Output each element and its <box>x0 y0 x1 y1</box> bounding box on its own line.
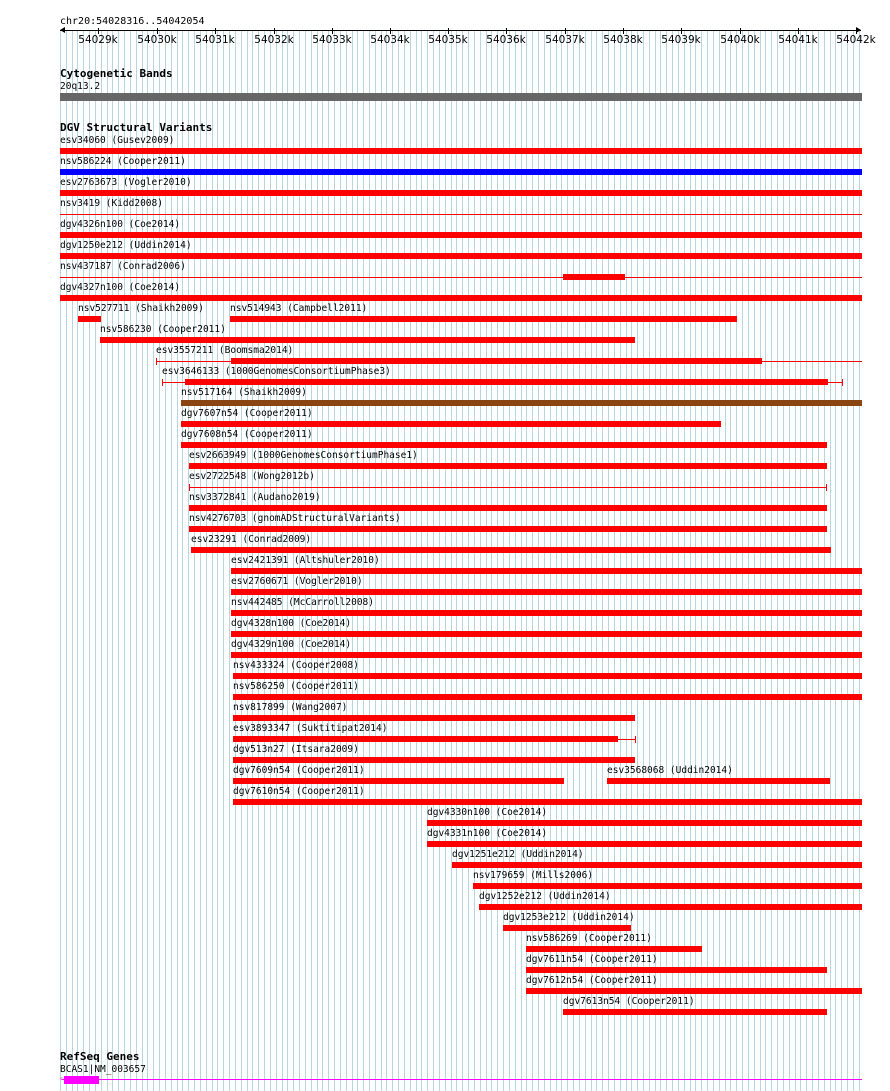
dgv-variant-bar[interactable] <box>189 463 827 469</box>
dgv-variant-label[interactable]: dgv1252e212 (Uddin2014) <box>479 891 611 902</box>
dgv-variant-label[interactable]: nsv3372841 (Audano2019) <box>189 492 321 503</box>
dgv-variant-label[interactable]: dgv4329n100 (Coe2014) <box>231 639 352 650</box>
dgv-variant-span-line[interactable] <box>189 487 826 488</box>
tick-label: 54039k <box>661 34 701 46</box>
dgv-variant-bar[interactable] <box>233 736 618 742</box>
dgv-variant-label[interactable]: esv2760671 (Vogler2010) <box>231 576 363 587</box>
cytoband-label[interactable]: 20q13.2 <box>60 81 101 92</box>
dgv-variant-label[interactable]: nsv4276703 (gnomADStructuralVariants) <box>189 513 401 524</box>
ruler-tick <box>98 28 99 34</box>
dgv-track-title: DGV Structural Variants <box>60 121 213 134</box>
ruler-tick <box>740 28 741 34</box>
dgv-variant-label[interactable]: dgv7607n54 (Cooper2011) <box>181 408 313 419</box>
dgv-variant-bar[interactable] <box>231 358 762 364</box>
tick-label: 54036k <box>486 34 526 46</box>
dgv-variant-bar[interactable] <box>60 253 862 259</box>
dgv-variant-bar[interactable] <box>607 778 830 784</box>
dgv-variant-label[interactable]: esv34060 (Gusev2009) <box>60 135 175 146</box>
dgv-variant-bar[interactable] <box>452 862 862 868</box>
ruler-left-arrow-icon <box>60 27 65 33</box>
dgv-variant-bar[interactable] <box>563 274 625 280</box>
dgv-variant-label[interactable]: nsv527711 (Shaikh2009) <box>78 303 204 314</box>
dgv-variant-label[interactable]: esv23291 (Conrad2009) <box>191 534 312 545</box>
dgv-variant-bar[interactable] <box>60 169 862 175</box>
dgv-variant-bar[interactable] <box>185 379 828 385</box>
dgv-variant-bar[interactable] <box>60 295 862 301</box>
dgv-variant-bar[interactable] <box>231 652 862 658</box>
dgv-variant-label[interactable]: dgv7609n54 (Cooper2011) <box>233 765 365 776</box>
dgv-variant-bar[interactable] <box>233 799 862 805</box>
ruler-tick <box>681 28 682 34</box>
dgv-variant-span-line[interactable] <box>60 277 862 278</box>
dgv-variant-label[interactable]: nsv433324 (Cooper2008) <box>233 660 359 671</box>
dgv-variant-label[interactable]: esv2663949 (1000GenomesConsortiumPhase1) <box>189 450 418 461</box>
tick-label: 54034k <box>370 34 410 46</box>
dgv-variant-label[interactable]: dgv4330n100 (Coe2014) <box>427 807 548 818</box>
dgv-variant-label[interactable]: nsv442485 (McCarroll2008) <box>231 597 374 608</box>
dgv-variant-bar[interactable] <box>233 715 635 721</box>
dgv-variant-bar[interactable] <box>231 589 862 595</box>
dgv-variant-label[interactable]: nsv586269 (Cooper2011) <box>526 933 652 944</box>
dgv-variant-label[interactable]: dgv1251e212 (Uddin2014) <box>452 849 584 860</box>
ruler-tick <box>448 28 449 34</box>
dgv-variant-bar[interactable] <box>189 505 827 511</box>
dgv-variant-bar[interactable] <box>427 820 862 826</box>
dgv-variant-label[interactable]: dgv7611n54 (Cooper2011) <box>526 954 658 965</box>
ruler-tick <box>565 28 566 34</box>
dgv-variant-bar[interactable] <box>526 967 827 973</box>
dgv-variant-span-line[interactable] <box>60 214 862 215</box>
dgv-variant-label[interactable]: nsv437187 (Conrad2006) <box>60 261 186 272</box>
dgv-variant-bar[interactable] <box>78 316 101 322</box>
dgv-variant-bar[interactable] <box>100 337 635 343</box>
dgv-variant-end-cap[interactable] <box>635 736 636 743</box>
dgv-variant-label[interactable]: dgv7608n54 (Cooper2011) <box>181 429 313 440</box>
dgv-variant-bar[interactable] <box>60 148 862 154</box>
dgv-variant-label[interactable]: nsv179659 (Mills2006) <box>473 870 594 881</box>
dgv-variant-label[interactable]: nsv817899 (Wang2007) <box>233 702 348 713</box>
dgv-variant-label[interactable]: dgv7613n54 (Cooper2011) <box>563 996 695 1007</box>
ruler-tick <box>390 28 391 34</box>
dgv-variant-label[interactable]: esv3568068 (Uddin2014) <box>607 765 733 776</box>
dgv-variant-bar[interactable] <box>526 946 702 952</box>
dgv-variant-label[interactable]: esv2722548 (Wong2012b) <box>189 471 315 482</box>
dgv-variant-bar[interactable] <box>60 232 862 238</box>
dgv-variant-bar[interactable] <box>563 1009 827 1015</box>
dgv-variant-bar[interactable] <box>427 841 862 847</box>
dgv-variant-end-cap[interactable] <box>842 379 843 386</box>
ruler-tick <box>506 28 507 34</box>
dgv-variant-label[interactable]: dgv1250e212 (Uddin2014) <box>60 240 192 251</box>
tick-label: 54041k <box>778 34 818 46</box>
dgv-variant-label[interactable]: nsv586250 (Cooper2011) <box>233 681 359 692</box>
dgv-variant-label[interactable]: dgv7610n54 (Cooper2011) <box>233 786 365 797</box>
dgv-variant-bar[interactable] <box>233 778 564 784</box>
cytoband-bar[interactable] <box>60 93 862 101</box>
dgv-variant-label[interactable]: dgv4326n100 (Coe2014) <box>60 219 181 230</box>
dgv-variant-bar[interactable] <box>181 421 721 427</box>
dgv-variant-bar[interactable] <box>231 610 862 616</box>
region-label: chr20:54028316..54042054 <box>60 16 205 27</box>
dgv-variant-label[interactable]: dgv513n27 (Itsara2009) <box>233 744 359 755</box>
dgv-variant-bar[interactable] <box>233 694 862 700</box>
dgv-variant-label[interactable]: nsv514943 (Campbell2011) <box>230 303 368 314</box>
dgv-variant-end-cap[interactable] <box>826 484 827 491</box>
dgv-variant-label[interactable]: esv3557211 (Boomsma2014) <box>156 345 294 356</box>
tick-label: 54037k <box>545 34 585 46</box>
dgv-variant-bar[interactable] <box>233 757 635 763</box>
dgv-variant-end-cap[interactable] <box>189 484 190 491</box>
ruler-tick <box>798 28 799 34</box>
dgv-variant-label[interactable]: esv2421391 (Altshuler2010) <box>231 555 380 566</box>
dgv-variant-label[interactable]: nsv586230 (Cooper2011) <box>100 324 226 335</box>
gene-exon[interactable] <box>64 1076 99 1084</box>
ruler-tick <box>332 28 333 34</box>
dgv-variant-bar[interactable] <box>233 673 862 679</box>
ruler-tick <box>274 28 275 34</box>
ruler-tick <box>623 28 624 34</box>
dgv-variant-bar[interactable] <box>231 568 862 574</box>
dgv-variant-bar[interactable] <box>191 547 831 553</box>
tick-label: 54030k <box>137 34 177 46</box>
tick-label: 54042k <box>836 34 876 46</box>
dgv-variant-label[interactable]: nsv586224 (Cooper2011) <box>60 156 186 167</box>
dgv-variant-label[interactable]: esv3893347 (Suktitipat2014) <box>233 723 388 734</box>
dgv-variant-bar[interactable] <box>231 631 862 637</box>
dgv-variant-bar[interactable] <box>181 400 862 406</box>
dgv-variant-bar[interactable] <box>230 316 737 322</box>
dgv-variant-bar[interactable] <box>181 442 827 448</box>
dgv-variant-label[interactable]: dgv7612n54 (Cooper2011) <box>526 975 658 986</box>
tick-label: 54040k <box>720 34 760 46</box>
refseq-track-title: RefSeq Genes <box>60 1050 140 1063</box>
ruler-tick <box>157 28 158 34</box>
dgv-variant-bar[interactable] <box>479 904 862 910</box>
dgv-variant-label[interactable]: esv3646133 (1000GenomesConsortiumPhase3) <box>162 366 391 377</box>
cytoband-track-title: Cytogenetic Bands <box>60 67 173 80</box>
dgv-variant-end-cap[interactable] <box>162 379 163 386</box>
dgv-variant-bar[interactable] <box>473 883 862 889</box>
tick-label: 54031k <box>195 34 235 46</box>
dgv-variant-label[interactable]: esv2763673 (Vogler2010) <box>60 177 192 188</box>
ruler-tick <box>215 28 216 34</box>
dgv-variant-label[interactable]: nsv517164 (Shaikh2009) <box>181 387 307 398</box>
gene-intron-line[interactable] <box>62 1079 862 1080</box>
dgv-variant-bar[interactable] <box>526 988 862 994</box>
dgv-variant-bar[interactable] <box>503 925 631 931</box>
dgv-variant-bar[interactable] <box>189 526 827 532</box>
dgv-variant-label[interactable]: dgv1253e212 (Uddin2014) <box>503 912 635 923</box>
tick-label: 54029k <box>78 34 118 46</box>
dgv-variant-label[interactable]: dgv4331n100 (Coe2014) <box>427 828 548 839</box>
dgv-variant-label[interactable]: dgv4328n100 (Coe2014) <box>231 618 352 629</box>
ruler-tick <box>856 28 857 34</box>
tick-label: 54033k <box>312 34 352 46</box>
dgv-variant-label[interactable]: nsv3419 (Kidd2008) <box>60 198 163 209</box>
tick-label: 54035k <box>428 34 468 46</box>
tick-label: 54032k <box>254 34 294 46</box>
dgv-variant-bar[interactable] <box>60 190 862 196</box>
dgv-variant-end-cap[interactable] <box>156 358 157 365</box>
strand-arrow-icon: ‹ <box>59 1074 64 1083</box>
gene-label[interactable]: BCAS1|NM_003657 <box>60 1064 146 1075</box>
tick-label: 54038k <box>603 34 643 46</box>
dgv-variant-label[interactable]: dgv4327n100 (Coe2014) <box>60 282 181 293</box>
